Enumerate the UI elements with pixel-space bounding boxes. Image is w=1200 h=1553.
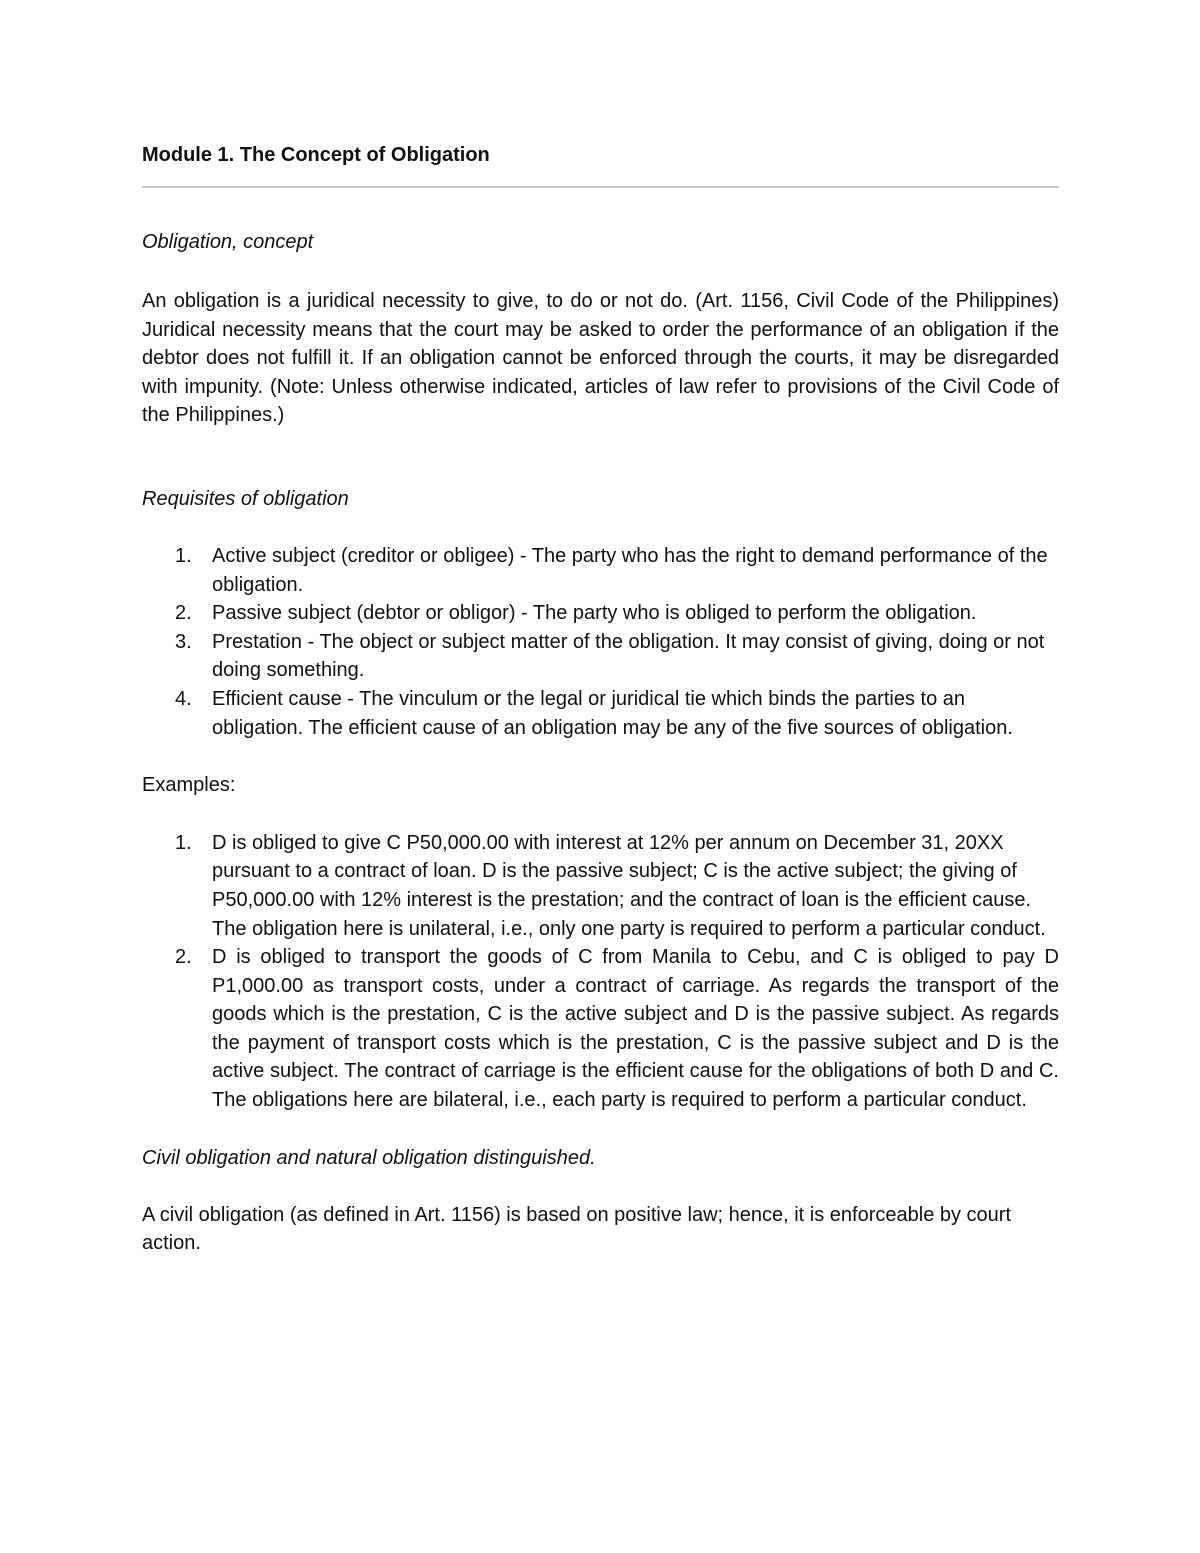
- list-item-number: 1.: [175, 544, 192, 567]
- list-item-number: 3.: [175, 630, 192, 653]
- list-item: [142, 542, 1059, 599]
- list-item-text: Passive subject (debtor or obligor) - The party who is obliged to perform the obligation.: [212, 602, 977, 625]
- requisites-list: [142, 542, 1059, 742]
- list-item: [142, 628, 1059, 685]
- list-item-text: D is obliged to transport the goods of C from Manila to Cebu, and C is obliged to pay D P1,000.00 as transport costs, under a contract of carriage. As regards the transport of the goods which is the prestation, C is the active subject and D is the passive subject. As regards the payment of transport costs which is the prestation, C is the passive subject and D is the active subject. The contract of carriage is the efficient cause for the obligations of both D and C. The obligations here are bilateral, i.e., each party is required to perform a particular conduct.: [212, 946, 1059, 1112]
- list-item-text: D is obliged to give C P50,000.00 with interest at 12% per annum on December 31, 20XX pursuant to a contract of loan. D is the passive subject; C is the active subject; the giving of P50,000.00 with 12% interest is the prestation; and the contract of loan is the efficient cause. The obligation here is unilateral, i.e., only one party is required to perform a particular conduct.: [212, 831, 1046, 940]
- list-item-text: Active subject (creditor or obligee) - The party who has the right to demand performance of the obligation.: [212, 544, 1048, 596]
- list-item-number: 4.: [175, 687, 192, 710]
- civil-natural-paragraph: A civil obligation (as defined in Art. 1156) is based on positive law; hence, it is enforceable by court action.: [142, 1203, 1012, 1255]
- examples-list: [142, 829, 1059, 1115]
- list-item-text: Prestation - The object or subject matter of the obligation. It may consist of giving, doing or not doing something.: [212, 630, 1045, 682]
- list-item: [142, 829, 1059, 943]
- list-item: [142, 943, 1059, 1115]
- list-item-text: Efficient cause - The vinculum or the legal or juridical tie which binds the parties to an obligation. The efficient cause of an obligation may be any of the five sources of obligation.: [212, 687, 1013, 739]
- list-item-number: 2.: [175, 602, 192, 625]
- page-title: Module 1. The Concept of Obligation: [142, 144, 490, 166]
- examples-label: Examples:: [142, 774, 236, 797]
- list-item: [142, 685, 1059, 742]
- concept-heading: Obligation, concept: [142, 231, 314, 253]
- concept-paragraph: An obligation is a juridical necessity to give, to do or not do. (Art. 1156, Civil Code of the Philippines) Juridical necessity means that the court may be asked to order the performance of an obligation if the debtor does not fulfill it. If an obligation cannot be enforced through the courts, it may be disregarded with impunity. (Note: Unless otherwise indicated, articles of law refer to provisions of the Civil Code of the Philippines.): [142, 290, 1059, 427]
- list-item: [142, 599, 1059, 628]
- list-item-number: 2.: [175, 946, 192, 969]
- list-item-number: 1.: [175, 831, 192, 854]
- title-divider: [142, 186, 1059, 188]
- document-content: [142, 142, 1059, 1258]
- requisites-heading: Requisites of obligation: [142, 487, 349, 510]
- civil-natural-heading: Civil obligation and natural obligation distinguished.: [142, 1146, 596, 1169]
